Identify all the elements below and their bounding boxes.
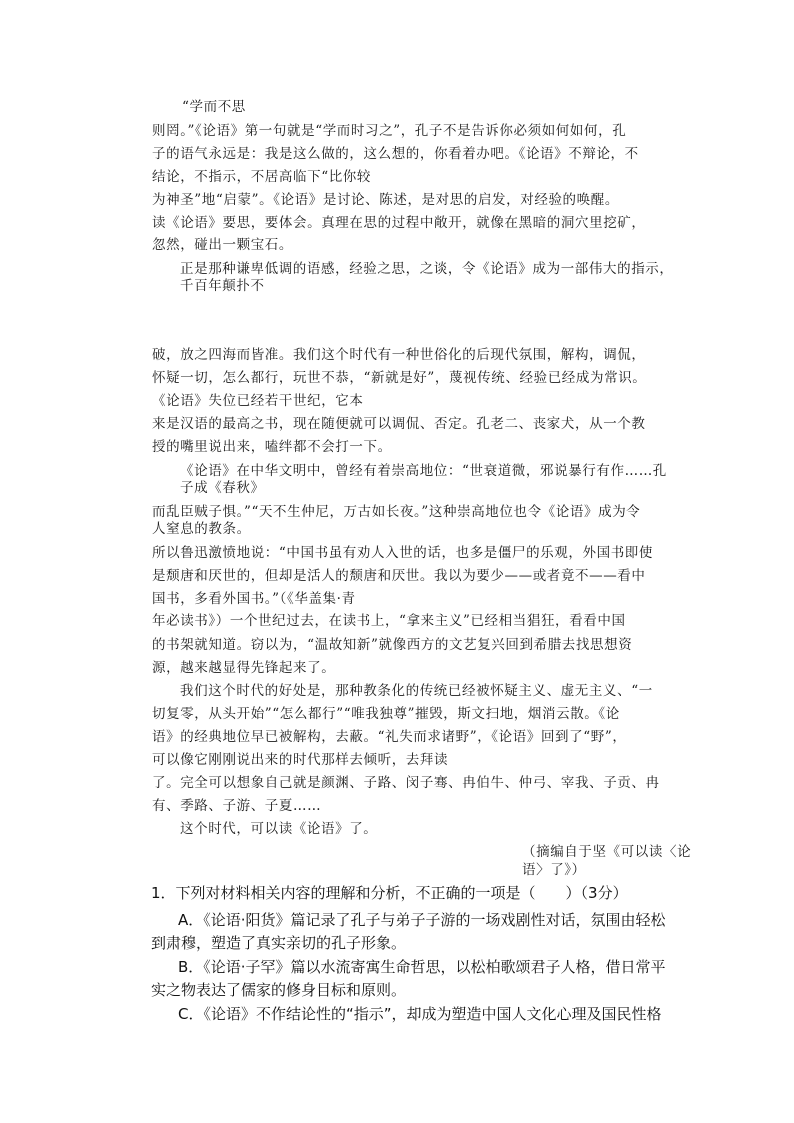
passage-line: “学而不思 [182, 99, 246, 115]
option-c: C．《论语》不作结论性的“指示”，却成为塑造中国人文化心理及国民性格 [178, 1005, 662, 1023]
passage-line: 读《论语》要思，要体会。真理在思的过程中敞开，就像在黑暗的洞穴里挖矿， [152, 215, 646, 231]
passage-line: 源，越来越显得先锋起来了。 [152, 660, 336, 676]
passage-line: 我们这个时代的好处是，那种教条化的传统已经被怀疑主义、虚无主义、“一 [180, 683, 653, 699]
passage-line: 语》的经典地位早已被解构，去蔽。“礼失而求诸野”，《论语》回到了“野”， [152, 729, 627, 745]
passage-line: 子的语气永远是：我是这么做的，这么想的，你看着办吧。《论语》不辩论，不 [152, 146, 639, 162]
option-b-cont: 实之物表达了儒家的修身目标和原则。 [151, 981, 407, 999]
passage-line: 年必读书》）一个世纪过去，在读书上，“拿来主义”已经相当猖狂，看看中国 [152, 613, 626, 629]
passage-line: 了。完全可以想象自己就是颜渊、子路、闵子骞、冉伯牛、仲弓、宰我、子贡、冉 [152, 775, 660, 791]
option-a: A．《论语·阳货》篇记录了孔子与弟子子游的一场戏剧性对话，氛围由轻松 [178, 911, 666, 929]
passage-line: 人窒息的教条。 [152, 521, 251, 537]
question-stem: 1．下列对材料相关内容的理解和分析，不正确的一项是（ ）（3分） [151, 884, 628, 902]
passage-line: 为神圣”地“启蒙”。《论语》是讨论、陈述，是对思的启发，对经验的唤醒。 [152, 192, 619, 208]
passage-line: 而乱臣贼子惧。”“天不生仲尼，万古如长夜。”这种崇高地位也令《论语》成为令 [152, 504, 641, 520]
passage-line: 来是汉语的最高之书，现在随便就可以调侃、否定。孔老二、丧家犬，从一个教 [152, 416, 646, 432]
passage-line: 是颓唐和厌世的，但却是活人的颓唐和厌世。我以为要少——或者竟不——看中 [152, 568, 646, 584]
passage-line: 结论，不指示，不居高临下“比你较 [152, 169, 372, 185]
passage-line: 授的嘴里说出来，嗑绊都不会打一下。 [152, 439, 392, 455]
source-citation: （摘编自于坚《可以读〈论 [522, 844, 692, 860]
passage-line: 所以鲁迅激愤地说：“中国书虽有劝人入世的话，也多是僵尸的乐观，外国书即使 [152, 545, 654, 561]
passage-line: 切复零，从头开始”“怎么都行”“唯我独尊”摧毁，斯文扫地，烟消云散。《论 [152, 706, 620, 722]
option-b: B．《论语·子罕》篇以水流寄寓生命哲思，以松柏歌颂君子人格，借日常平 [178, 958, 666, 976]
passage-line: 忽然，碰出一颗宝石。 [152, 237, 293, 253]
passage-line: 子成《春秋》 [180, 480, 265, 496]
option-a-cont: 到肃穆，塑造了真实亲切的孔子形象。 [151, 934, 407, 952]
passage-line: 国书，多看外国书。”（《华盖集·青 [152, 591, 356, 607]
passage-line: 怀疑一切，怎么都行，玩世不恭，“新就是好”，蔑视传统、经验已经成为常识。 [152, 370, 647, 386]
passage-line: 的书架就知道。窃以为，“温故知新”就像西方的文艺复兴回到希腊去找思想资 [152, 637, 633, 653]
passage-line: 可以像它刚刚说出来的时代那样去倾听，去拜读 [152, 752, 449, 768]
passage-line: 则罔。”《论语》第一句就是“学而时习之”，孔子不是告诉你必须如何如何，孔 [152, 123, 627, 139]
source-citation: 语〉了》） [522, 862, 586, 878]
passage-line: 《论语》失位已经若干世纪，它本 [152, 393, 364, 409]
passage-line: 千百年颠扑不 [180, 278, 265, 294]
passage-line: 有、季路、子游、子夏…… [152, 798, 322, 814]
passage-line: 《论语》在中华文明中，曾经有着崇高地位：“世衰道微，邪说暴行有作……孔 [180, 463, 667, 479]
passage-line: 正是那种谦卑低调的语感，经验之思，之谈，令《论语》成为一部伟大的指示， [180, 261, 674, 277]
passage-line: 破，放之四海而皆准。我们这个时代有一种世俗化的后现代氛围，解构，调侃， [152, 347, 646, 363]
passage-line: 这个时代，可以读《论语》了。 [180, 821, 378, 837]
